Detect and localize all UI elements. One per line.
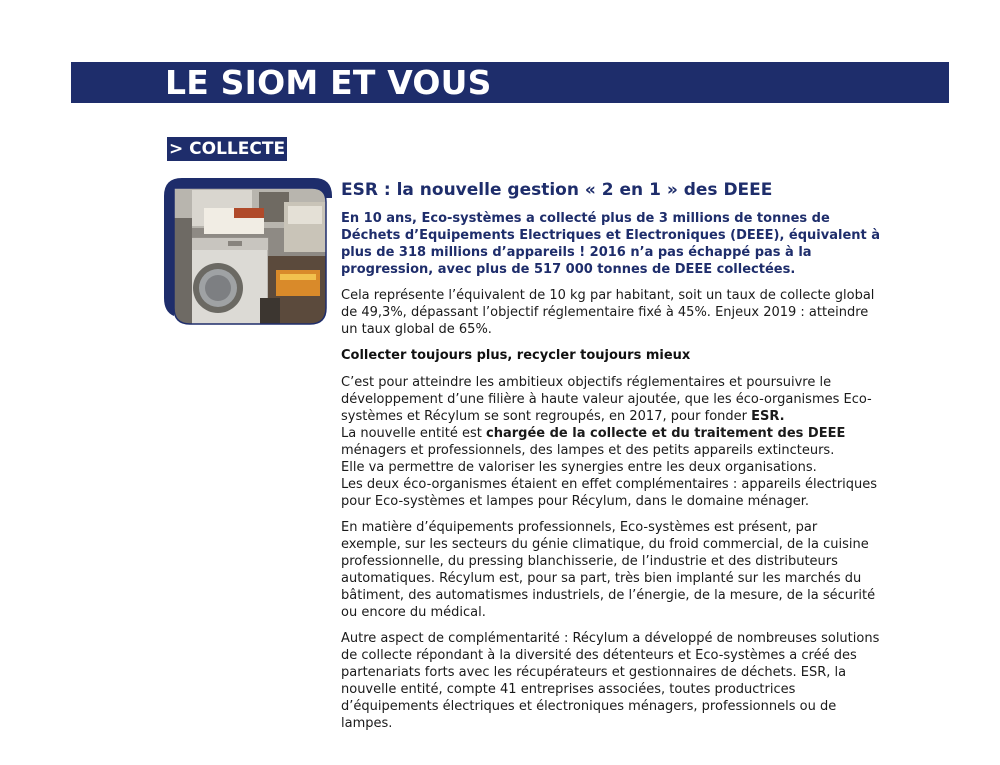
p2-esr: ESR. (751, 409, 785, 424)
article-paragraph-4: Autre aspect de complémentarité : Récylum a développé de nombreuses solutions de collecte répondant à la diversité des détenteurs et Eco-systèmes a créé des partenariats forts avec les récupérateurs et gestionnaires de déchets. ESR, la nouvelle entité, compte 41 entreprises associées, toutes productrices d’équipements électriques et électroniques ménagers, professionnels ou de lampes. (341, 631, 880, 731)
p2-text-c: ménagers et professionnels, des lampes et des petits appareils extincteurs. (341, 443, 835, 458)
article-paragraph-1: Cela représente l’équivalent de 10 kg par habitant, soit un taux de collecte global de 49,3%, dépassant l’objectif réglementaire fixé à 45%. Enjeux 2019 : atteindre un taux global de 65%. (341, 288, 875, 337)
article-photo (164, 178, 334, 334)
article (341, 178, 881, 741)
p2-bold: chargée de la collecte et du traitement des DEEE (486, 426, 846, 441)
p2-text-b: La nouvelle entité est (341, 426, 486, 441)
p2-text-d: Elle va permettre de valoriser les synergies entre les deux organisations. (341, 460, 817, 475)
article-intro: En 10 ans, Eco-systèmes a collecté plus de 3 millions de tonnes de Déchets d’Equipements Electriques et Electroniques (DEEE), équivalent à plus de 318 millions d’appareils ! 2016 n’a pas échappé pas à la progression, avec plus de 517 000 tonnes de DEEE collectées. (341, 211, 881, 277)
page-banner (71, 62, 949, 103)
article-paragraph-3: En matière d’équipements professionnels, Eco-systèmes est présent, par exemple, sur les secteurs du génie climatique, du froid commercial, de la cuisine professionnelle, du pressing blanchisserie, de l’industrie et des distributeurs automatiques. Récylum est, pour sa part, très bien implanté sur les marchés du bâtiment, des automatismes industriels, de l’énergie, de la mesure, de la sécurité ou encore du médical. (341, 520, 876, 620)
article-headline: ESR : la nouvelle gestion « 2 en 1 » des DEEE (341, 180, 773, 200)
appliances-photo (164, 178, 334, 334)
page-title: LE SIOM ET VOUS (165, 63, 492, 102)
article-subhead: Collecter toujours plus, recycler toujours mieux (341, 348, 691, 363)
article-paragraph-2 (341, 374, 881, 510)
section-tag: > COLLECTE (169, 139, 286, 159)
p2-text-a: C’est pour atteindre les ambitieux objectifs réglementaires et poursuivre le développement d’une filière à haute valeur ajoutée, que les éco-organismes Eco-systèmes et Récylum se sont regroupés, en 2017, pour fonder (341, 375, 872, 424)
p2-text-e: Les deux éco-organismes étaient en effet complémentaires : appareils électriques pour Eco-systèmes et lampes pour Récylum, dans le domaine ménager. (341, 477, 878, 509)
